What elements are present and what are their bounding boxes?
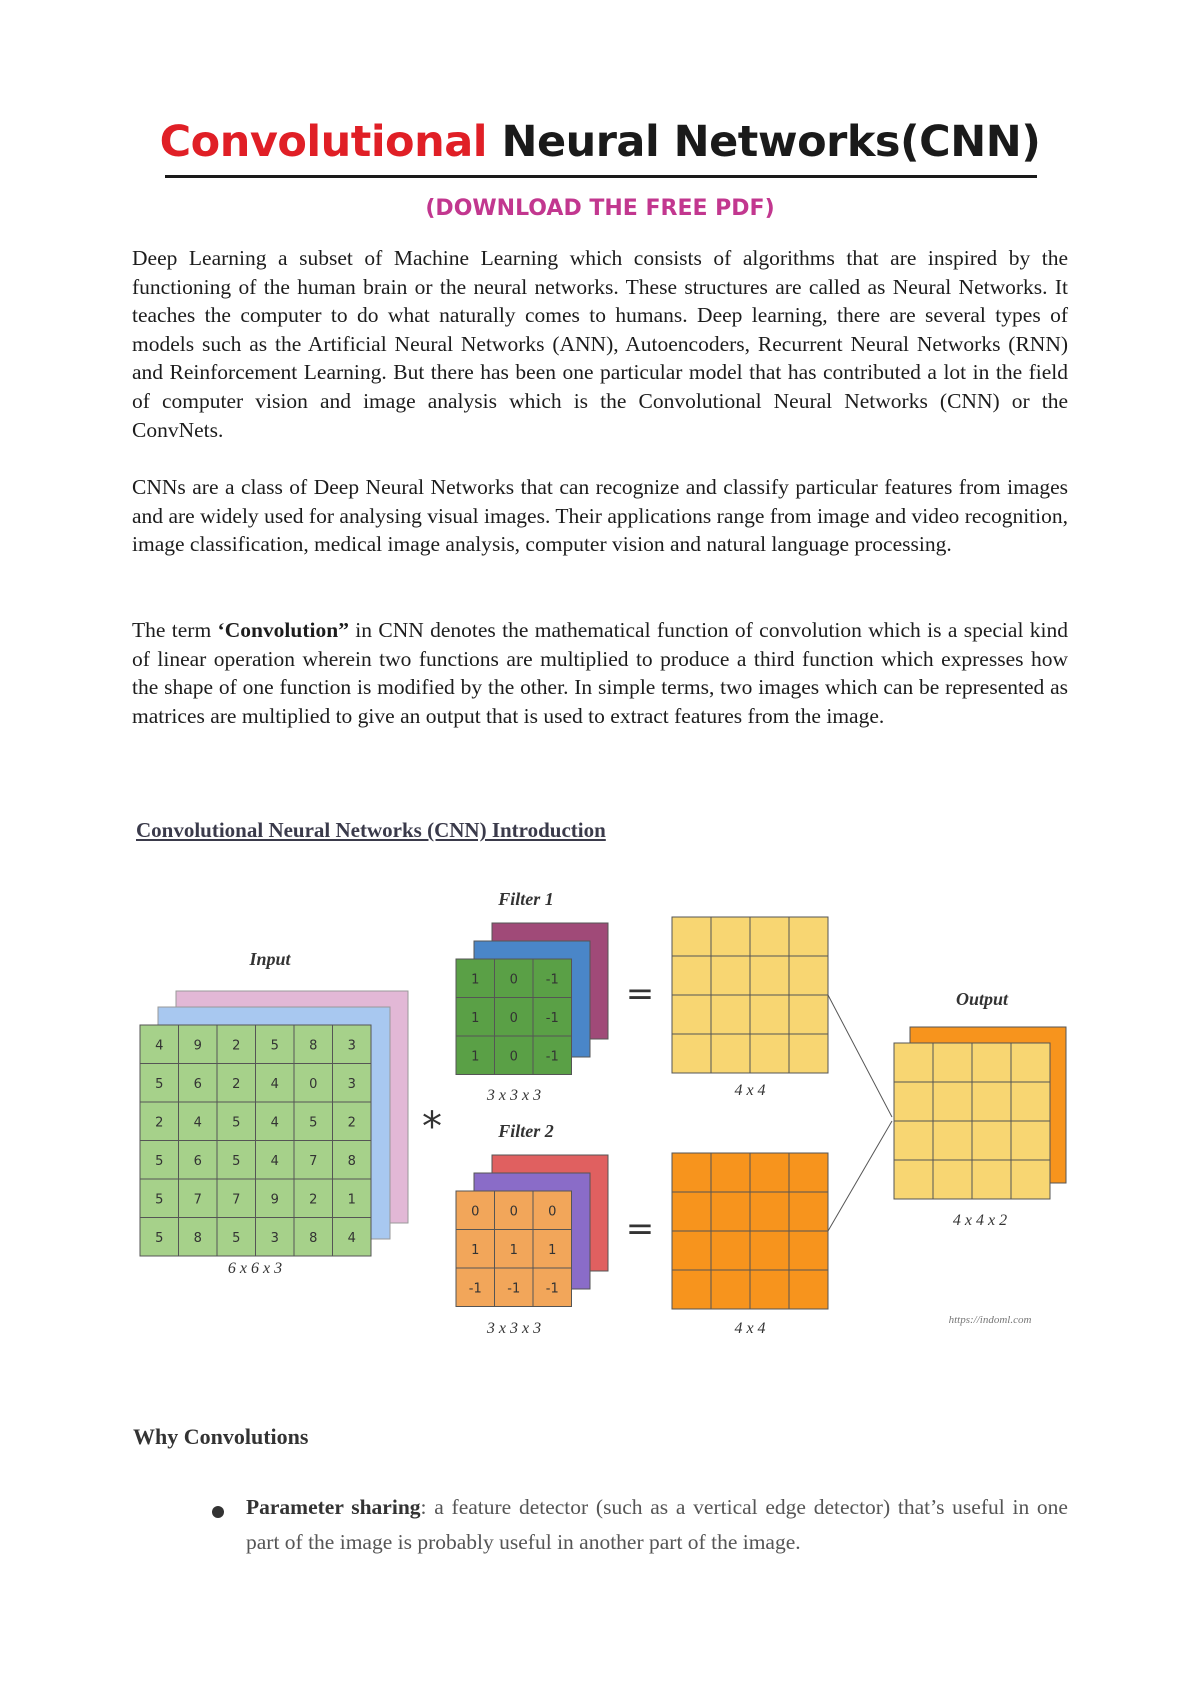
output-label: Output [955, 989, 1009, 1009]
input-value: 4 [270, 1153, 279, 1169]
title-part-dark: Neural Networks(CNN) [501, 117, 1041, 167]
feature-map-2-cell [672, 1153, 711, 1192]
filter2-value: 0 [509, 1204, 518, 1220]
p3-bold-term: ‘Convolution” [217, 618, 349, 642]
bullet-bold-term: Parameter sharing [246, 1495, 421, 1519]
input-value: 5 [155, 1153, 164, 1169]
input-value: 8 [309, 1230, 318, 1246]
input-value: 5 [155, 1192, 164, 1208]
input-value: 4 [155, 1038, 164, 1054]
filter2-value: -1 [468, 1281, 482, 1297]
filter1-value: -1 [545, 972, 559, 988]
filter1-value: 0 [509, 1049, 518, 1065]
input-value: 4 [270, 1076, 279, 1092]
input-value: 4 [270, 1115, 279, 1131]
feature-map-1-cell [711, 917, 750, 956]
output-cell [972, 1082, 1011, 1121]
image-credit: https://indoml.com [948, 1314, 1032, 1326]
output-dims: 4 x 4 x 2 [952, 1212, 1008, 1229]
feature-map-1-cell [789, 995, 828, 1034]
feature-map-2-cell [750, 1231, 789, 1270]
input-value: 5 [155, 1230, 164, 1246]
input-value: 5 [232, 1230, 241, 1246]
download-pdf-link[interactable]: (DOWNLOAD THE FREE PDF) [425, 196, 775, 221]
input-value: 5 [232, 1153, 241, 1169]
feature-map-2-cell [750, 1192, 789, 1231]
paragraph-intro: Deep Learning a subset of Machine Learning which consists of algorithms that are inspired by the functioning of the human brain or the neural networks. These structures are called as Neural Networks. It teaches the computer to do what naturally comes to humans. Deep learning, there are several types of models such as the Artificial Neural Networks (ANN), Autoencoders, Recurrent Neural Networks (RNN) and Reinforcement Learning. But there has been one particular model that has contributed a lot in the field of computer vision and image analysis which is the Convolutional Neural Networks (CNN) or the ConvNets. [132, 246, 1068, 442]
filter1-matrix [456, 959, 572, 1075]
feature-map-1-cell [672, 995, 711, 1034]
filter2-dims: 3 x 3 x 3 [486, 1320, 542, 1337]
input-value: 6 [193, 1076, 202, 1092]
filter2-value: -1 [545, 1281, 559, 1297]
cnn-introduction-link[interactable]: Convolutional Neural Networks (CNN) Introduction [136, 818, 606, 842]
output-cell [933, 1160, 972, 1199]
input-value: 4 [193, 1115, 202, 1131]
feature-map-1-cell [750, 917, 789, 956]
filter2-value: 1 [471, 1242, 480, 1258]
feature-map-2-cell [789, 1153, 828, 1192]
bullet-marker [212, 1506, 224, 1518]
input-dims: 6 x 6 x 3 [227, 1260, 283, 1277]
connector-line-bottom [828, 1121, 892, 1231]
feature-map-2-cell [789, 1192, 828, 1231]
p3-after: in CNN denotes the mathematical function of convolution which is a special kind of linear operation wherein two functions are multiplied to produce a third function which expresses how the shape of one function is modified by the other. In simple terms, two images which can be represented as matrices are multiplied to give an output that is used to extract features from the image. [132, 618, 1068, 728]
feature-map-1-cell [789, 956, 828, 995]
input-value: 5 [155, 1076, 164, 1092]
feature-map-2-cell [672, 1192, 711, 1231]
input-value: 8 [347, 1153, 356, 1169]
input-value: 8 [193, 1230, 202, 1246]
input-value: 6 [193, 1153, 202, 1169]
output-cell [1011, 1082, 1050, 1121]
filter2-value: 1 [509, 1242, 518, 1258]
filter1-value: 1 [471, 1010, 480, 1026]
feature-map-2-cell [672, 1270, 711, 1309]
feature-map-1-cell [711, 1034, 750, 1073]
feature-map-2-cell [711, 1153, 750, 1192]
output-matrix [894, 1043, 1050, 1199]
equals-sign-2: = [625, 1209, 655, 1249]
title-underline [165, 175, 1037, 178]
input-value: 8 [309, 1038, 318, 1054]
input-value: 0 [309, 1076, 318, 1092]
filter1-value: 1 [471, 1049, 480, 1065]
filter2-value: 0 [548, 1204, 557, 1220]
input-value: 9 [193, 1038, 202, 1054]
filter2-label: Filter 2 [498, 1121, 554, 1141]
input-value: 2 [232, 1076, 241, 1092]
filter2-value: 1 [548, 1242, 557, 1258]
output-cell [1011, 1160, 1050, 1199]
convolution-symbol: * [422, 1104, 442, 1150]
feature-map-1-cell [672, 917, 711, 956]
filter2-matrix [456, 1191, 572, 1307]
feature-map-1-cell [711, 956, 750, 995]
feature-map-2-cell [750, 1270, 789, 1309]
output-cell [1011, 1043, 1050, 1082]
feature-map-1-cell [750, 956, 789, 995]
output-cell [894, 1121, 933, 1160]
feature-map-1-cell [672, 1034, 711, 1073]
cnn-convolution-diagram [120, 885, 1080, 1345]
title-part-red: Convolutional [159, 117, 487, 167]
input-value: 7 [193, 1192, 202, 1208]
input-value: 7 [232, 1192, 241, 1208]
input-value: 2 [347, 1115, 356, 1131]
feature-map-1-cell [750, 995, 789, 1034]
feature-map-1-cell [672, 956, 711, 995]
filter1-value: -1 [545, 1049, 559, 1065]
output-cell [933, 1082, 972, 1121]
input-matrix [140, 1025, 371, 1256]
filter2-value: -1 [507, 1281, 521, 1297]
input-value: 7 [309, 1153, 318, 1169]
input-value: 4 [347, 1230, 356, 1246]
filter2-value: 0 [471, 1204, 480, 1220]
feature-map-1 [672, 917, 828, 1073]
input-value: 2 [155, 1115, 164, 1131]
paragraph-convolution [132, 616, 1068, 730]
bullet-description: : a feature detector (such as a vertical edge detector) that’s useful in one part of the image is probably useful in another part of the image. [246, 1495, 1068, 1554]
feature-map-2-cell [750, 1153, 789, 1192]
feature-map-2-cell [711, 1270, 750, 1309]
output-cell [972, 1043, 1011, 1082]
filter1-value: 0 [509, 1010, 518, 1026]
feature-map-1-cell [789, 1034, 828, 1073]
output-cell [1011, 1121, 1050, 1160]
output-cell [894, 1043, 933, 1082]
input-label: Input [249, 949, 291, 969]
output-cell [894, 1082, 933, 1121]
input-value: 5 [309, 1115, 318, 1131]
input-value: 5 [232, 1115, 241, 1131]
feature-map-2-cell [711, 1192, 750, 1231]
filter1-value: -1 [545, 1010, 559, 1026]
feature-map-1-cell [789, 917, 828, 956]
output-cell [933, 1121, 972, 1160]
filter1-dims: 3 x 3 x 3 [486, 1087, 542, 1104]
output-cell [972, 1160, 1011, 1199]
feature-map-1-cell [750, 1034, 789, 1073]
p3-before: The term [132, 618, 218, 642]
map1-dims: 4 x 4 [734, 1082, 766, 1099]
map2-dims: 4 x 4 [734, 1320, 766, 1337]
input-value: 2 [309, 1192, 318, 1208]
paragraph-cnns: CNNs are a class of Deep Neural Networks that can recognize and classify particular features from images and are widely used for analysing visual images. Their applications range from image and video recognition, image classification, medical image analysis, computer vision and natural language processing. [132, 475, 1068, 557]
output-cell [933, 1043, 972, 1082]
feature-map-1-cell [711, 995, 750, 1034]
input-value: 3 [347, 1076, 356, 1092]
output-cell [894, 1160, 933, 1199]
feature-map-2-cell [789, 1231, 828, 1270]
equals-sign-1: = [625, 974, 655, 1014]
output-cell [972, 1121, 1011, 1160]
feature-map-2-cell [672, 1231, 711, 1270]
bullet-parameter-sharing [246, 1490, 1068, 1560]
input-value: 5 [270, 1038, 279, 1054]
input-value: 3 [270, 1230, 279, 1246]
filter1-value: 1 [471, 972, 480, 988]
input-value: 3 [347, 1038, 356, 1054]
connector-line-top [828, 995, 892, 1117]
input-value: 9 [270, 1192, 279, 1208]
input-value: 1 [347, 1192, 356, 1208]
input-value: 2 [232, 1038, 241, 1054]
filter1-value: 0 [509, 972, 518, 988]
feature-map-2-cell [789, 1270, 828, 1309]
why-convolutions-heading: Why Convolutions [133, 1424, 309, 1449]
feature-map-2 [672, 1153, 828, 1309]
feature-map-2-cell [711, 1231, 750, 1270]
page-title [0, 118, 1200, 167]
filter1-label: Filter 1 [498, 889, 554, 909]
